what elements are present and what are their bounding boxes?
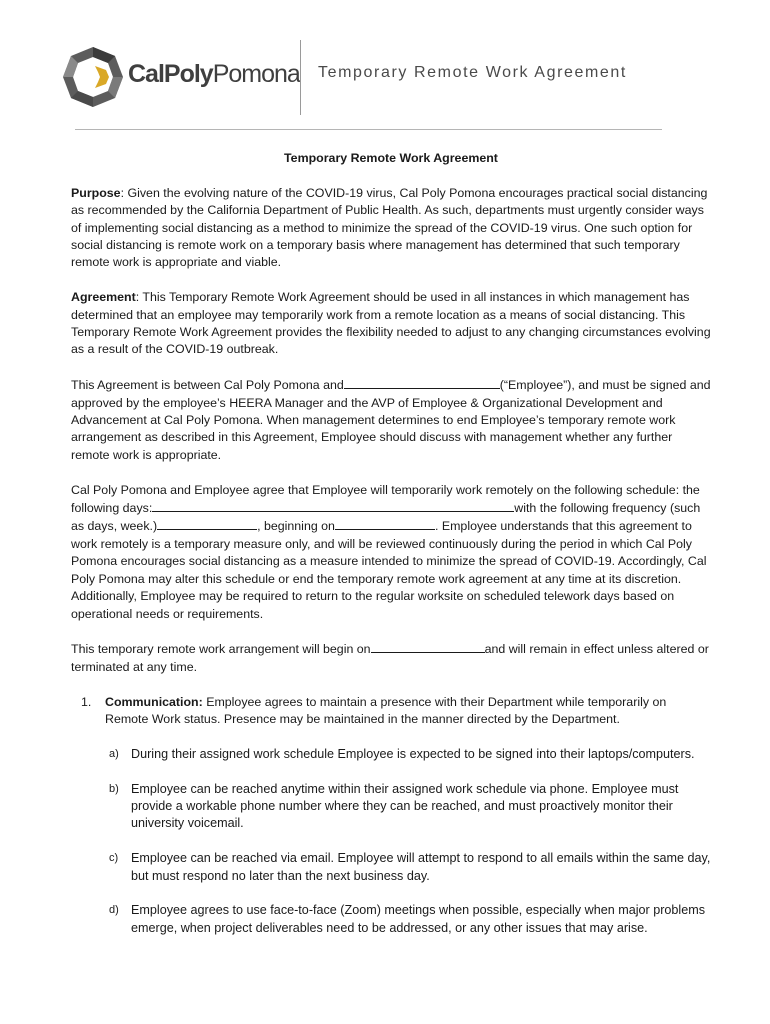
- list-item: [71, 746, 711, 763]
- purpose-label: Purpose: [71, 185, 121, 200]
- logo-wordmark: [128, 60, 300, 89]
- cal-poly-logo-icon: [60, 44, 126, 110]
- schedule-text-3: , beginning on: [257, 519, 335, 534]
- schedule-paragraph: [71, 482, 711, 623]
- header-divider: [300, 40, 301, 115]
- schedule-begin-blank[interactable]: [335, 517, 435, 530]
- item-text: Employee agrees to maintain a presence with their Department while temporarily on Remote Work status. Presence may be maintained in the manner directed by the Department.: [105, 694, 667, 726]
- employee-name-blank[interactable]: [344, 376, 500, 389]
- logo-text-bold: CalPoly: [128, 60, 213, 88]
- list-item: [71, 902, 711, 937]
- list-item-letter: c): [109, 852, 119, 865]
- list-item: [71, 850, 711, 885]
- agreement-label: Agreement: [71, 290, 136, 305]
- communication-item: [71, 694, 711, 729]
- schedule-text-2: with the following frequency (such as days, week.): [71, 501, 701, 534]
- item-number: 1.: [81, 694, 92, 709]
- purpose-text: : Given the evolving nature of the COVID-19 virus, Cal Poly Pomona encourages practical social distancing as recommended by the California Department of Public Health. As such, departments must urgently consider ways of implementing social distancing as a method to minimize the spread of the COVID-19 virus. One such option for social distancing is remote work on a temporary basis where management has determined that such temporary remote work is appropriate and viable.: [71, 185, 708, 270]
- document-title: Temporary Remote Work Agreement: [284, 151, 498, 165]
- begin-text-1: This temporary remote work arrangement will begin on: [71, 642, 371, 657]
- list-item-text: Employee can be reached anytime within their assigned work schedule via phone. Employee must provide a workable phone number where they can be reached, and must proactively monitor their university voicemail.: [131, 781, 679, 831]
- between-text-2: (“Employee”), and must be signed and approved by the employee’s HEERA Manager and the AVP of Employee & Organizational Development and Advancement at Cal Poly Pomona. When management determines to end Employee’s temporary remote work arrangement as described in this Agreement, Employee should discuss with management whether any further remote work is appropriate.: [71, 378, 711, 462]
- frequency-blank[interactable]: [157, 517, 257, 530]
- list-item-letter: d): [109, 904, 119, 917]
- agreement-paragraph: [71, 289, 711, 359]
- list-item: [71, 781, 711, 833]
- days-blank[interactable]: [152, 499, 514, 512]
- document-header: [0, 0, 770, 140]
- logo-text-regular: Pomona: [212, 60, 300, 88]
- list-item-text: Employee agrees to use face-to-face (Zoom) meetings when possible, especially when major problems emerge, when project deliverables need to be addressed, or any other issues that may arise.: [131, 903, 705, 935]
- begin-text-2: and will remain in effect unless altered or terminated at any time.: [71, 642, 709, 674]
- list-item-text: During their assigned work schedule Employee is expected to be signed into their laptops/computers.: [131, 746, 695, 761]
- list-item-letter: b): [109, 782, 119, 795]
- between-text-1: This Agreement is between Cal Poly Pomona and: [71, 378, 344, 393]
- header-rule: [75, 129, 662, 130]
- begin-date-blank[interactable]: [371, 640, 485, 653]
- list-item-text: Employee can be reached via email. Employee will attempt to respond to all emails within the same day, but must respond no later than the next business day.: [131, 851, 711, 883]
- header-title: Temporary Remote Work Agreement: [318, 64, 627, 81]
- item-label: Communication:: [105, 694, 203, 709]
- schedule-text-1: Cal Poly Pomona and Employee agree that Employee will temporarily work remotely on the following schedule: the following days:: [71, 482, 700, 516]
- between-paragraph: [71, 376, 711, 464]
- document-body: [71, 150, 711, 955]
- agreement-text: : This Temporary Remote Work Agreement should be used in all instances in which management has determined that an employee may temporarily work from a remote location as a means of social distancing. This Temporary Remote Work Agreement provides the flexibility needed to adjust to any changing circumstances evolving as a result of the COVID-19 outbreak.: [71, 290, 711, 357]
- schedule-text-4: . Employee understands that this agreement to work remotely is a temporary measure only, and will be reviewed continuously during the period in which Cal Poly Pomona encourages social distancing as a measure intended to minimize the spread of COVID-19. Accordingly, Cal Poly Pomona may alter this schedule or end the temporary remote work agreement at any time at its discretion. Additionally, Employee may be required to return to the regular worksite on scheduled telework days based on operational needs or requirements.: [71, 519, 707, 621]
- begin-paragraph: [71, 640, 711, 676]
- list-item-letter: a): [109, 747, 119, 760]
- communication-sub-list: [71, 746, 711, 937]
- purpose-paragraph: [71, 185, 711, 272]
